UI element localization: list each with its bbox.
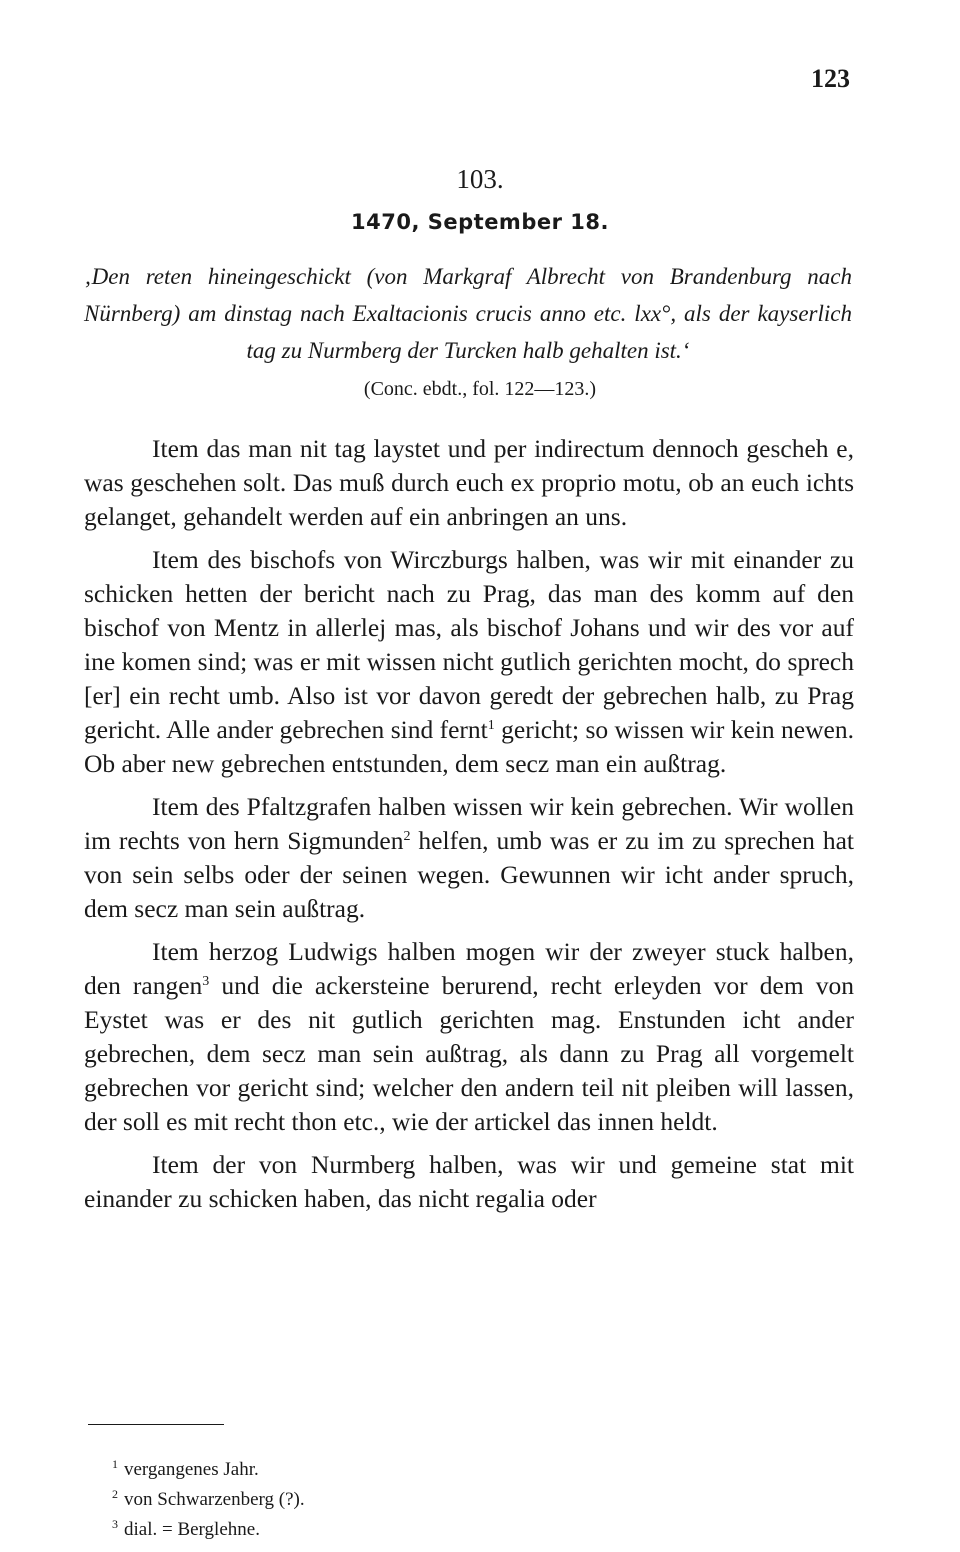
document-date: 1470, September 18. <box>351 210 609 234</box>
footnote-3 <box>112 1515 305 1545</box>
document-heading: ‚Den reten hineingeschickt (von Markgraf Albrecht von Brandenburg nach Nürnberg) am dinstag nach Exaltacionis crucis anno etc. lxx°, als der kayserlich tag zu Nurmberg der Turcken halb gehalten ist.‘ <box>84 264 852 363</box>
footnote-ref-2[interactable]: 2 <box>403 829 411 844</box>
footnote-3-mark: 3 <box>112 1517 118 1531</box>
body-text <box>84 432 854 1216</box>
paragraph-4-part-b: und die ackersteine berurend, recht erleyden vor dem von Eystet was er des nit gutlich gerichten mag. Enstunden icht ander gebrechen, dem secz man sein außtrag, als dann zu Prag all vorgemelt gebrechen vor gericht sind; welcher den andern teil nit pleiben will lassen, der soll es mit recht thon etc., wie der artickel das innen heldt. <box>84 971 854 1136</box>
paragraph-3-part-a: Item des Pfaltzgrafen halben wissen wir kein gebrechen. Wir wollen im rechts von hern Sigmunden <box>84 792 854 855</box>
source-reference: (Conc. ebdt., fol. 122—123.) <box>363 378 597 400</box>
paragraph-2-part-a: Item des bischofs von Wirczburgs halben, was wir mit einander zu schicken hetten der bericht nach zu Prag, das man des komm auf den bischof von Mentz in allerlej mas, als bischof Johans und wir des vor auf ine komen sind; was er mit wissen nicht gutlich gerichten mocht, do sprech [er] ein recht umb. Also ist vor davon geredt der gebrechen halb, zu Prag gericht. Alle ander gebrechen sind fernt <box>84 545 854 744</box>
footnote-1 <box>112 1455 305 1485</box>
footnote-ref-3[interactable]: 3 <box>202 974 210 989</box>
paragraph-5: Item der von Nurmberg halben, was wir und gemeine stat mit einander zu schicken haben, das nicht regalia oder <box>84 1150 854 1213</box>
paragraph-1: Item das man nit tag laystet und per indirectum dennoch gescheh e, was geschehen solt. Das muß durch euch ex proprio motu, ob an euch ichts gelanget, gehandelt werden auf ein anbringen an uns. <box>84 434 854 531</box>
footnote-3-text: dial. = Berglehne. <box>124 1519 260 1540</box>
footnote-2-mark: 2 <box>112 1487 118 1501</box>
document-number: 103. <box>456 164 504 194</box>
paragraph-3-part-b: helfen, umb was er zu im zu sprechen hat von sein selbs oder der seinen wegen. Gewunnen wir icht ander spruch, dem secz man sein außtrag. <box>84 826 854 923</box>
footnote-1-text: vergangenes Jahr. <box>124 1459 259 1480</box>
paragraph-4 <box>84 935 854 1139</box>
footnotes <box>112 1455 305 1545</box>
footnote-2-text: von Schwarzenberg (?). <box>124 1489 305 1510</box>
paragraph-3 <box>84 790 854 926</box>
footnote-divider <box>88 1424 224 1425</box>
paragraph-4-part-a: Item herzog Ludwigs halben mogen wir der zweyer stuck halben, den rangen <box>84 937 854 1000</box>
paragraph-2-part-b: gericht; so wissen wir kein newen. Ob aber new gebrechen entstunden, dem secz man ein außtrag. <box>84 715 854 778</box>
footnote-ref-1[interactable]: 1 <box>487 718 495 733</box>
paragraph-2 <box>84 543 854 781</box>
footnote-2 <box>112 1485 305 1515</box>
page-number: 123 <box>811 64 850 93</box>
footnote-1-mark: 1 <box>112 1457 118 1471</box>
